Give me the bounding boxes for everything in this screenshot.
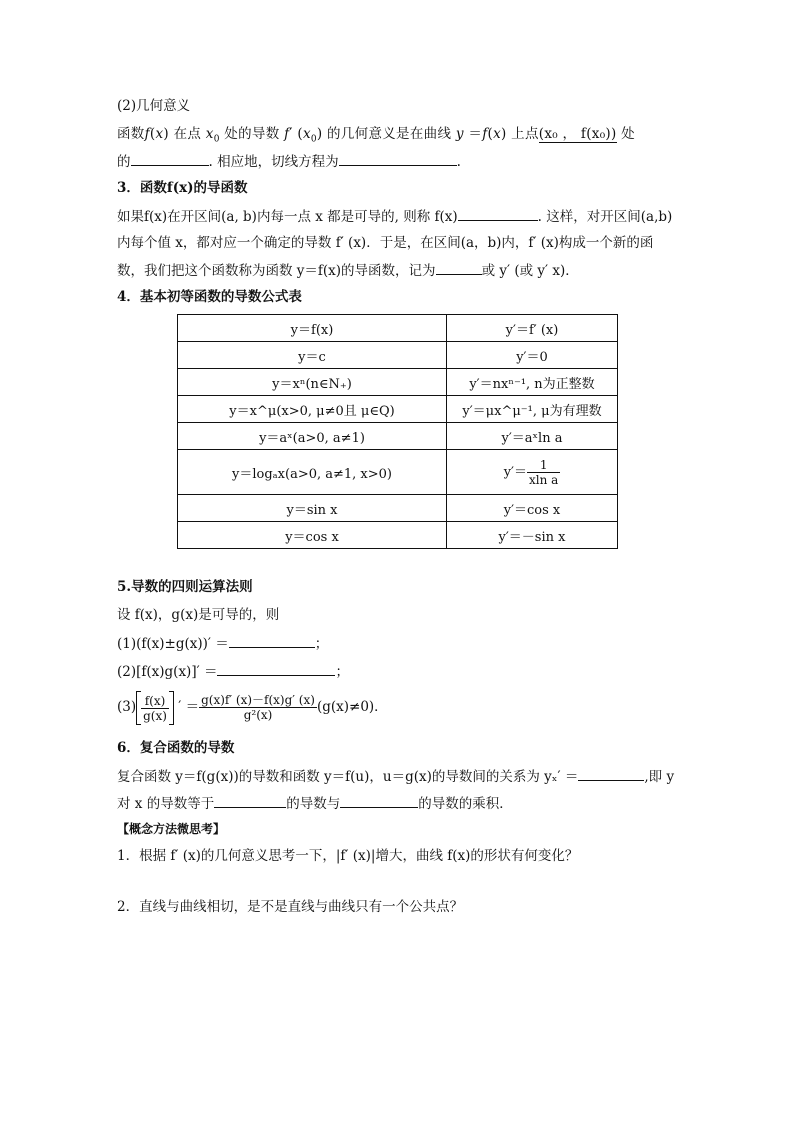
table-row [178, 450, 618, 495]
table-row [178, 315, 618, 342]
table-cell-derivative: y′＝μx^μ⁻¹, μ为有理数 [447, 396, 618, 423]
section-2-title: (2)几何意义 [117, 98, 191, 114]
fraction: $\frac{g(x)f' (x)-f(x)g' (x)}{\text{g²(x)}}$ [201, 693, 315, 722]
point-underlined: (x₀ ， f(x₀)) [538, 126, 617, 142]
rule-quotient: (3) $\frac{f(x)}{g(x)}$ ′ ＝ $\frac{g(x)f' (x)-f(x)g' (x)}{\text{g²(x)}}$ (g(x)≠0)． [117, 690, 388, 725]
table-row [178, 342, 618, 369]
fill-blank-geometric-meaning[interactable] [131, 151, 209, 166]
table-cell-derivative: y′＝aˣln a [447, 423, 618, 450]
fill-blank-inner[interactable] [340, 793, 418, 808]
table-cell-derivative: y′＝nxⁿ⁻¹, n为正整数 [447, 369, 618, 396]
table-cell-derivative: y′＝－sin x [447, 522, 618, 549]
section-3-title: 3．函数f(x)的导函数 [117, 180, 248, 196]
quotient-bracket [136, 691, 174, 725]
section-6-paragraph-line1: 复合函数 y＝f(g(x))的导数和函数 y＝f(u)，u＝g(x)的导数间的关系为 yₓ′ ＝ ,即 y [117, 766, 674, 787]
fill-blank-chain-rule[interactable] [578, 766, 644, 781]
question-1: 1．根据 f′ (x)的几何意义思考一下，|f′ (x)|增大，曲线 f(x)的形状有何变化？ [117, 848, 579, 864]
section-5-title: 5.导数的四则运算法则 [117, 579, 253, 595]
section-4-title: 4．基本初等函数的导数公式表 [117, 289, 302, 305]
table-cell-function: y＝cos x [178, 522, 447, 549]
section-2-paragraph-line1: 函数f(x) 在点 $x_0$ 处的导数 f′ $(x_0)$ 的几何意义是在曲线 y ＝f(x) 上点(x₀ ， f(x₀)) 处 [117, 126, 635, 145]
rule-sum: (1)(f(x)±g(x))′ ＝ ； [117, 633, 328, 654]
table-row [178, 369, 618, 396]
question-2: 2．直线与曲线相切，是不是直线与曲线只有一个公共点？ [117, 899, 464, 915]
fill-blank-derivative-notation[interactable] [436, 260, 482, 275]
table-cell-derivative: y′＝f′ (x) [447, 315, 618, 342]
table-cell-function: y＝aˣ(a>0, a≠1) [178, 423, 447, 450]
section-6-title: 6．复合函数的导数 [117, 740, 235, 756]
fraction: $\frac{f(x)}{g(x)}$ [143, 693, 167, 723]
section-3-paragraph-line3: 数，我们把这个函数称为函数 y＝f(x)的导函数，记为 或 y′ (或 y′ x)． [117, 260, 579, 281]
table-row [178, 522, 618, 549]
section-5-intro: 设 f(x)，g(x)是可导的，则 [117, 607, 280, 623]
section-2-paragraph-line2: 的 . 相应地，切线方程为 . [117, 151, 461, 172]
table-cell-derivative: y′＝0 [447, 342, 618, 369]
derivative-formula-table [177, 314, 618, 549]
table-cell-derivative: y′＝cos x [447, 495, 618, 522]
table-cell-function: y＝sin x [178, 495, 447, 522]
table-cell-function: y＝c [178, 342, 447, 369]
table-row [178, 396, 618, 423]
table-cell-function: y＝xⁿ(n∈N₊) [178, 369, 447, 396]
table-cell-function: y＝logₐx(a>0, a≠1, x>0) [178, 450, 447, 495]
section-6-paragraph-line2: 对 x 的导数等于 的导数与 的导数的乘积． [117, 793, 513, 814]
table-cell-derivative: y′＝ $\frac{1}{\text{xln a}}$ [447, 450, 618, 495]
concept-title: 【概念方法微思考】 [117, 822, 226, 836]
table-row [178, 495, 618, 522]
fraction: $\frac{1}{\text{xln a}}$ [528, 457, 559, 487]
fill-blank-tangent-equation[interactable] [339, 151, 457, 166]
table-row [178, 423, 618, 450]
rule-product: (2)[f(x)g(x)]′ ＝ ； [117, 661, 349, 682]
table-cell-function: y＝f(x) [178, 315, 447, 342]
section-3-paragraph-line1: 如果f(x)在开区间(a, b)内每一点 x 都是可导的, 则称 f(x) . 这样，对开区间(a,b) [117, 206, 672, 227]
fill-blank-outer[interactable] [214, 793, 286, 808]
fill-blank-product-rule[interactable] [217, 661, 335, 676]
fill-blank-derivable[interactable] [458, 206, 538, 221]
section-3-paragraph-line2: 内每个值 x，都对应一个确定的导数 f′ (x)．于是，在区间(a，b)内，f′ (x)构成一个新的函 [117, 235, 654, 251]
table-cell-function: y＝x^μ(x>0, μ≠0且 μ∈Q) [178, 396, 447, 423]
fill-blank-sum-rule[interactable] [229, 633, 315, 648]
